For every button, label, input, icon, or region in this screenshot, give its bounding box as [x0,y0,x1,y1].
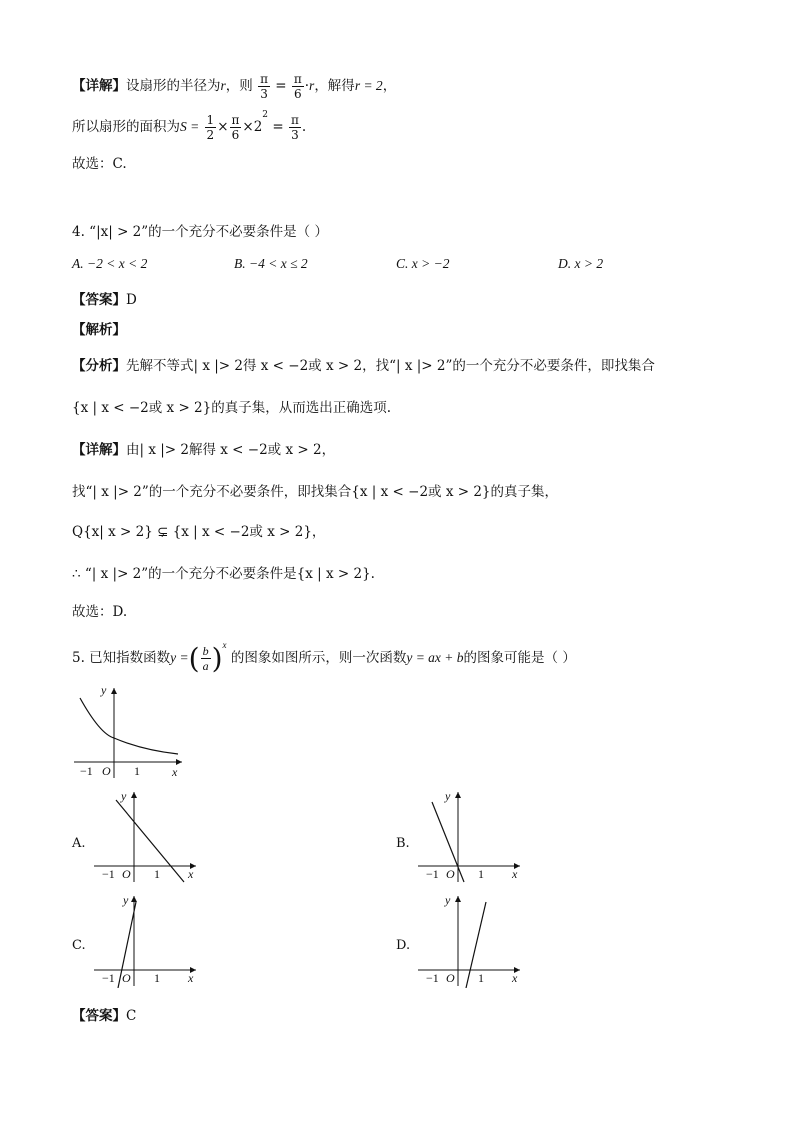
question-4-stem: 4. “|x| > 2”的一个充分不必要条件是（ ） [72,224,328,240]
svg-text:−1: −1 [80,764,93,778]
svg-text:1: 1 [154,867,160,881]
svg-text:O: O [122,867,131,881]
choice-c-label: C. [72,938,86,953]
svg-text:1: 1 [478,867,484,881]
svg-text:y: y [121,789,127,803]
svg-text:O: O [446,971,455,985]
svg-text:y: y [445,893,451,907]
question-5-stem: 5. 已知指数函数y =( $\frac{b}{a}$ )$^x$ 的图象如图所示，则一次函数y = ax + b的图象可能是（ ） [72,640,576,675]
detail-4-line-4: ∴ “| x |> 2”的一个充分不必要条件是{x | x > 2}. [72,566,375,582]
choice-d-label: D. [396,938,411,953]
choice-c-graph[interactable] [92,892,204,988]
detail-4-line-3: Q{x| x > 2} ⊊ {x | x < −2或 x > 2}， [72,524,326,540]
svg-text:1: 1 [478,971,484,985]
detail-4-line-1: 【详解】由| x |> 2解得 x < −2或 x > 2， [72,442,336,458]
svg-text:x: x [188,867,194,881]
svg-text:x: x [512,971,518,985]
svg-text:−1: −1 [426,971,439,985]
choice-d-graph[interactable] [416,892,528,988]
fraction-pi-6: $\frac{\pi}{6}$ [293,72,302,101]
svg-text:y: y [445,789,451,803]
answer-5: 【答案】C [72,1008,137,1024]
option-b: B. −4 < x ≤ 2 [234,256,308,271]
svg-text:x: x [512,867,518,881]
fenxi-line-1: 【分析】先解不等式| x |> 2得 x < −2或 x > 2，找“| x |> 2”的一个充分不必要条件，即找集合 [72,358,655,374]
area-line: 所以扇形的面积为S = $\frac{1}{2}$ × $\frac{\pi}{6}$ $\times 2^2$ = $\frac{\pi}{3}$ . [72,110,307,142]
choice-a-graph[interactable] [92,788,204,884]
option-a: A. −2 < x < 2 [72,256,148,271]
svg-text:y: y [101,684,107,697]
answer-4: 【答案】D [72,292,137,308]
fenxi-line-2: {x | x < −2或 x > 2}的真子集，从而选出正确选项. [72,400,392,416]
svg-text:−1: −1 [426,867,439,881]
choice-a-label: A. [72,836,86,851]
svg-text:O: O [102,764,111,778]
exponential-graph [72,684,192,780]
detail-4-line-2: 找“| x |> 2”的一个充分不必要条件，即找集合{x | x < −2或 x > 2}的真子集， [72,484,559,500]
detail-line-1: 【详解】设扇形的半径为r，则 $\frac{\pi}{3}$ = $\frac{\pi}{6}$ ·r，解得r = 2， [72,72,397,101]
detail-tag: 【详解】 [72,78,126,94]
option-c: C. x > −2 [396,256,450,271]
svg-text:1: 1 [154,971,160,985]
svg-text:x: x [188,971,194,985]
question-4-options [72,256,752,276]
analysis-4-tag: 【解析】 [72,322,126,338]
option-d: D. x > 2 [558,256,604,271]
svg-text:y: y [123,893,129,907]
choose-4: 故选：D. [72,604,128,620]
svg-text:O: O [122,971,131,985]
svg-text:−1: −1 [102,867,115,881]
fraction-pi-3: $\frac{\pi}{3}$ [260,72,268,101]
choice-b-label: B. [396,836,410,851]
svg-text:−1: −1 [102,971,115,985]
choice-b-graph[interactable] [416,788,528,884]
svg-text:O: O [446,867,455,881]
svg-text:1: 1 [134,764,140,778]
svg-text:x: x [172,765,178,779]
choose-1: 故选：C. [72,156,127,172]
